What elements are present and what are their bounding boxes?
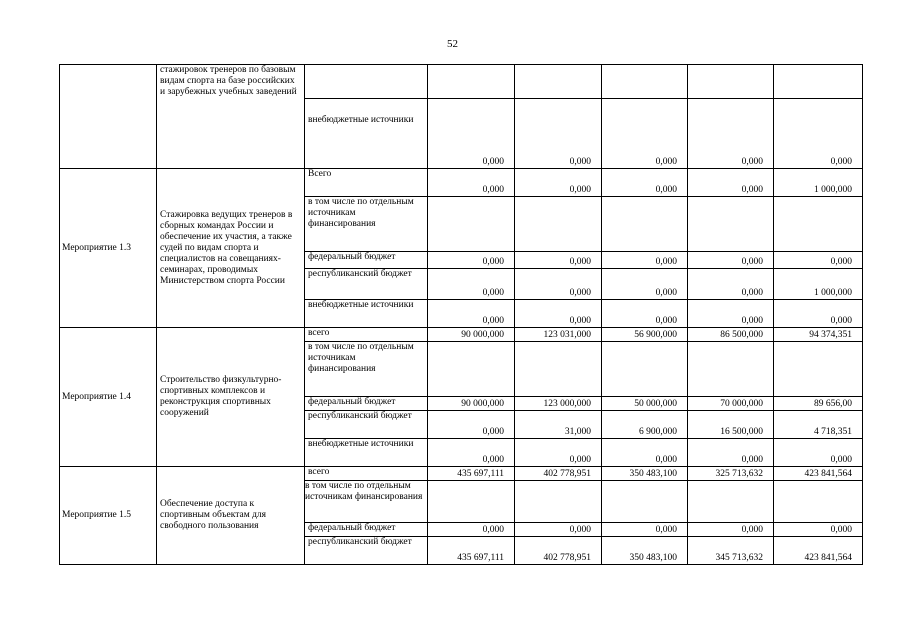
value-cell: 0,000 (515, 252, 602, 269)
event-label: Мероприятие 1.3 (60, 169, 157, 328)
value-cell: 0,000 (428, 411, 515, 439)
value-cell: 0,000 (602, 269, 688, 300)
value-cell: 345 713,632 (688, 537, 774, 565)
value-cell: 0,000 (688, 439, 774, 467)
event-description: Строительство физкультурно-спортивных комплексов и реконструкция спортивных сооружений (157, 328, 305, 467)
value-cell (515, 342, 602, 397)
value-cell (428, 65, 515, 99)
source-label: всего (305, 328, 428, 342)
value-cell: 0,000 (688, 252, 774, 269)
value-cell: 402 778,951 (515, 537, 602, 565)
value-cell (774, 481, 863, 523)
value-cell: 0,000 (602, 169, 688, 197)
value-cell: 350 483,100 (602, 467, 688, 481)
source-label: всего (305, 467, 428, 481)
event-label: Мероприятие 1.5 (60, 467, 157, 565)
value-cell (774, 342, 863, 397)
value-cell: 70 000,000 (688, 397, 774, 411)
value-cell: 0,000 (428, 523, 515, 537)
value-cell: 123 031,000 (515, 328, 602, 342)
value-cell: 31,000 (515, 411, 602, 439)
value-cell: 0,000 (428, 439, 515, 467)
value-cell (428, 342, 515, 397)
source-label: внебюджетные источники (305, 439, 428, 467)
value-cell (428, 481, 515, 523)
value-cell: 423 841,564 (774, 467, 863, 481)
value-cell (602, 342, 688, 397)
source-label: республиканский бюджет (305, 269, 428, 300)
source-label: федеральный бюджет (305, 397, 428, 411)
value-cell (602, 65, 688, 99)
source-label: в том числе по отдельным источникам финансирования (305, 197, 428, 252)
source-label: в том числе по отдельным источникам финансирования (305, 481, 428, 523)
value-cell: 0,000 (774, 523, 863, 537)
source-label: Всего (305, 169, 428, 197)
value-cell: 435 697,111 (428, 467, 515, 481)
value-cell: 402 778,951 (515, 467, 602, 481)
value-cell: 0,000 (774, 439, 863, 467)
value-cell: 16 500,000 (688, 411, 774, 439)
value-cell: 0,000 (428, 252, 515, 269)
event-label: Мероприятие 1.4 (60, 328, 157, 467)
value-cell (688, 65, 774, 99)
value-cell: 0,000 (688, 300, 774, 328)
value-cell: 0,000 (774, 300, 863, 328)
value-cell: 94 374,351 (774, 328, 863, 342)
value-cell: 0,000 (688, 523, 774, 537)
value-cell: 0,000 (688, 269, 774, 300)
value-cell (602, 197, 688, 252)
budget-table (59, 64, 863, 565)
source-label (305, 65, 428, 99)
table-row (60, 169, 863, 197)
table-row (60, 328, 863, 342)
value-cell: 0,000 (428, 99, 515, 169)
value-cell (774, 65, 863, 99)
value-cell: 0,000 (515, 269, 602, 300)
table-row (60, 467, 863, 481)
value-cell: 56 900,000 (602, 328, 688, 342)
source-label: в том числе по отдельным источникам финансирования (305, 342, 428, 397)
value-cell: 423 841,564 (774, 537, 863, 565)
value-cell (515, 197, 602, 252)
source-label: внебюджетные источники (305, 99, 428, 169)
source-label: республиканский бюджет (305, 411, 428, 439)
value-cell (515, 65, 602, 99)
value-cell (774, 197, 863, 252)
value-cell: 0,000 (515, 523, 602, 537)
value-cell: 0,000 (602, 99, 688, 169)
event-cell (60, 65, 157, 169)
value-cell (688, 481, 774, 523)
table-row (60, 65, 863, 99)
value-cell: 89 656,00 (774, 397, 863, 411)
value-cell: 350 483,100 (602, 537, 688, 565)
value-cell: 0,000 (515, 99, 602, 169)
value-cell: 0,000 (428, 269, 515, 300)
value-cell: 0,000 (688, 99, 774, 169)
value-cell: 0,000 (774, 99, 863, 169)
value-cell: 0,000 (515, 300, 602, 328)
value-cell (688, 342, 774, 397)
source-label: внебюджетные источники (305, 300, 428, 328)
value-cell: 1 000,000 (774, 169, 863, 197)
value-cell: 0,000 (602, 300, 688, 328)
value-cell: 0,000 (428, 300, 515, 328)
value-cell: 325 713,632 (688, 467, 774, 481)
value-cell: 0,000 (688, 169, 774, 197)
source-label: республиканский бюджет (305, 537, 428, 565)
page-number: 52 (447, 38, 458, 50)
event-description: стажировок тренеров по базовым видам спорта на базе российских и зарубежных учебных заведений (157, 65, 305, 169)
value-cell: 90 000,000 (428, 397, 515, 411)
event-description: Обеспечение доступа к спортивным объектам для свободного пользования (157, 467, 305, 565)
value-cell: 0,000 (515, 169, 602, 197)
source-label: федеральный бюджет (305, 523, 428, 537)
value-cell: 0,000 (602, 252, 688, 269)
event-description: Стажировка ведущих тренеров в сборных командах России и обеспечение их участия, а также судей по видам спорта и специалистов на совещаниях-семинарах, проводимых Министерством спорта России (157, 169, 305, 328)
source-label: федеральный бюджет (305, 252, 428, 269)
value-cell: 435 697,111 (428, 537, 515, 565)
value-cell: 0,000 (515, 439, 602, 467)
value-cell: 90 000,000 (428, 328, 515, 342)
value-cell (515, 481, 602, 523)
value-cell (602, 481, 688, 523)
value-cell: 0,000 (774, 252, 863, 269)
value-cell: 50 000,000 (602, 397, 688, 411)
value-cell (428, 197, 515, 252)
value-cell: 6 900,000 (602, 411, 688, 439)
value-cell: 1 000,000 (774, 269, 863, 300)
value-cell (688, 197, 774, 252)
value-cell: 0,000 (602, 439, 688, 467)
value-cell: 123 000,000 (515, 397, 602, 411)
value-cell: 0,000 (602, 523, 688, 537)
value-cell: 86 500,000 (688, 328, 774, 342)
value-cell: 0,000 (428, 169, 515, 197)
value-cell: 4 718,351 (774, 411, 863, 439)
